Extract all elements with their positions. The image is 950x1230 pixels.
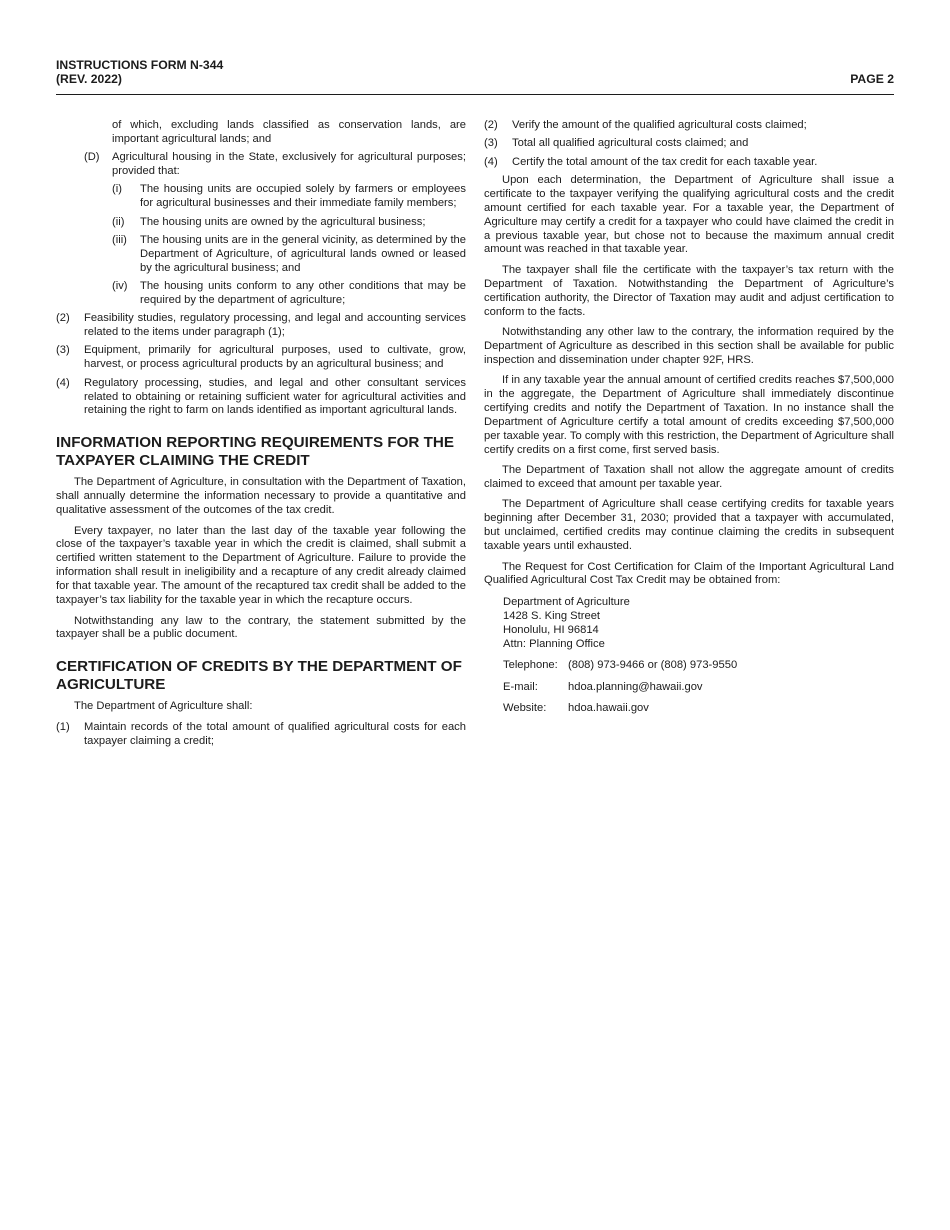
address-line: 1428 S. King Street (503, 610, 601, 623)
paragraph: The Request for Cost Certification for Claim of the Important Agricultural Land Qualified Agricultural Cost Tax Credit may be obtained from: (484, 560, 894, 587)
list-item (56, 721, 466, 749)
list-item (484, 156, 894, 170)
list-number: (D) (84, 151, 100, 164)
list-text: Verify the amount of the qualified agricultural costs claimed; (512, 119, 807, 131)
paragraph: Upon each determination, the Department of Agriculture shall issue a certificate to the taxpayer verifying the qualifying agricultural costs and the credit amount certified for each taxable year. For a taxable year, the Department of Agriculture may certify a credit for a taxpayer who could have claimed the credit in a previous taxable year, but chose not to because the maximum annual credit amount was reached in that taxable year. (484, 173, 894, 256)
page-header (56, 58, 894, 95)
sub-item (56, 183, 466, 211)
section-intro: The Department of Agriculture shall: (74, 700, 253, 713)
form-revision: (REV. 2022) (56, 72, 122, 86)
list-text: Maintain records of the total amount of qualified agricultural costs for each taxpayer claiming a credit; (84, 720, 466, 747)
list-text: The housing units are in the general vicinity, as determined by the Department of Agriculture, of agricultural lands owned or leased by the agricultural business; and (140, 233, 466, 274)
sub-item (56, 234, 466, 276)
list-item (56, 312, 466, 340)
paragraph: Every taxpayer, no later than the last day of the taxable year following the close of the taxpayer’s taxable year in which the credit is claimed, shall submit a certified written statement to the Department of Agriculture. Failure to provide the information shall result in ineligibility and a recapture of any credit already claimed for that taxable year. The amount of the recaptured tax credit shall be added to the taxpayer’s tax liability for the taxable year in which the recapture occurs. (56, 524, 466, 607)
list-item (56, 344, 466, 372)
list-text: Regulatory processing, studies, and legal and other consultant services related to obtaining or retaining sufficient water for agricultural activities and retaining the right to farm on lands identified as important agricultural lands. (84, 376, 466, 417)
paragraph: The Department of Agriculture, in consultation with the Department of Taxation, shall annually determine the information necessary to provide a quantitative and qualitative assessment of the outcomes of the tax credit. (56, 476, 466, 517)
email-label: E-mail: (503, 680, 538, 693)
address-line: Honolulu, HI 96814 (503, 624, 599, 637)
sub-item (56, 280, 466, 308)
list-number: (3) (484, 137, 498, 150)
sub-item (56, 216, 466, 230)
form-title: INSTRUCTIONS FORM N-344 (56, 58, 224, 72)
form-identifier (56, 58, 223, 86)
address-line: Attn: Planning Office (503, 638, 605, 651)
paragraph: The Department of Taxation shall not allow the aggregate amount of credits claimed to exceed that amount per taxable year. (484, 464, 894, 491)
page-number: PAGE 2 (850, 72, 894, 86)
list-text: Equipment, primarily for agricultural purposes, used to cultivate, grow, harvest, or process agricultural products by an agricultural business; and (84, 344, 466, 371)
list-text: Total all qualified agricultural costs claimed; and (512, 137, 749, 150)
list-text: Agricultural housing in the State, exclusively for agricultural purposes; provided that: (112, 151, 466, 178)
list-text: The housing units are occupied solely by farmers or employees for agricultural businesses and their immediate family members; (140, 183, 466, 210)
list-number: (3) (56, 344, 70, 357)
list-text: Certify the total amount of the tax credit for each taxable year. (512, 155, 818, 168)
list-text: Feasibility studies, regulatory processing, and legal and accounting services related to the items under paragraph (1); (84, 312, 466, 339)
list-number: (ii) (112, 215, 125, 228)
section-heading-certification: CERTIFICATION OF CREDITS BY THE DEPARTMENT OF AGRICULTURE (56, 658, 462, 694)
list-item (484, 119, 894, 133)
list-text: The housing units conform to any other conditions that may be required by the department of agriculture; (140, 280, 466, 306)
website-row (503, 702, 894, 716)
website-label: Website: (503, 702, 547, 715)
telephone-label: Telephone: (503, 659, 558, 672)
email-row (503, 681, 894, 695)
left-column (56, 119, 466, 753)
email-value: hdoa.planning@hawaii.gov (568, 680, 703, 693)
list-item (484, 137, 894, 151)
address-line: Department of Agriculture (503, 596, 630, 609)
list-item (56, 377, 466, 419)
continued-text: of which, excluding lands classified as conservation lands, are important agricultural lands; and (112, 119, 466, 145)
list-number: (i) (112, 183, 122, 196)
address-block (484, 596, 894, 716)
list-number: (2) (484, 119, 498, 131)
right-column (484, 119, 894, 716)
list-number: (iii) (112, 233, 127, 246)
list-number: (iv) (112, 280, 128, 293)
list-number: (2) (56, 312, 70, 325)
list-item-d (56, 151, 466, 179)
section-heading-information-reporting: INFORMATION REPORTING REQUIREMENTS FOR THE TAXPAYER CLAIMING THE CREDIT (56, 434, 454, 470)
list-number: (4) (484, 155, 498, 168)
list-number: (1) (56, 720, 70, 733)
list-text: The housing units are owned by the agricultural business; (140, 215, 426, 228)
website-value: hdoa.hawaii.gov (568, 702, 649, 715)
telephone-value: (808) 973-9466 or (808) 973-9550 (568, 659, 738, 672)
paragraph: The Department of Agriculture shall cease certifying credits for taxable years beginning after December 31, 2030; provided that a taxpayer with accumulated, but unclaimed, certified credits may continue claiming the credits in subsequent taxable years until exhausted. (484, 498, 894, 553)
paragraph: The taxpayer shall file the certificate with the taxpayer’s tax return with the Department of Taxation. Notwithstanding the Department of Agriculture’s certification authority, the Director of Taxation may audit and adjust certification to conform to the facts. (484, 263, 894, 318)
paragraph: Notwithstanding any other law to the contrary, the information required by the Department of Agriculture as described in this section shall be available for public inspection and dissemination under chapter 92F, HRS. (484, 325, 894, 366)
list-number: (4) (56, 376, 70, 389)
telephone-row (503, 659, 894, 673)
paragraph: If in any taxable year the annual amount of certified credits reaches $7,500,000 in the aggregate, the Department of Agriculture shall immediately discontinue certifying credits and notify the Department of Taxation. In no instance shall the Department of Agriculture certify a total amount of credits exceeding $7,500,000 per taxable year. To comply with this restriction, the Department of Agriculture shall certify credits on a first come, first served basis. (484, 374, 894, 456)
paragraph: Notwithstanding any law to the contrary, the statement submitted by the taxpayer shall be a public document. (56, 614, 466, 641)
